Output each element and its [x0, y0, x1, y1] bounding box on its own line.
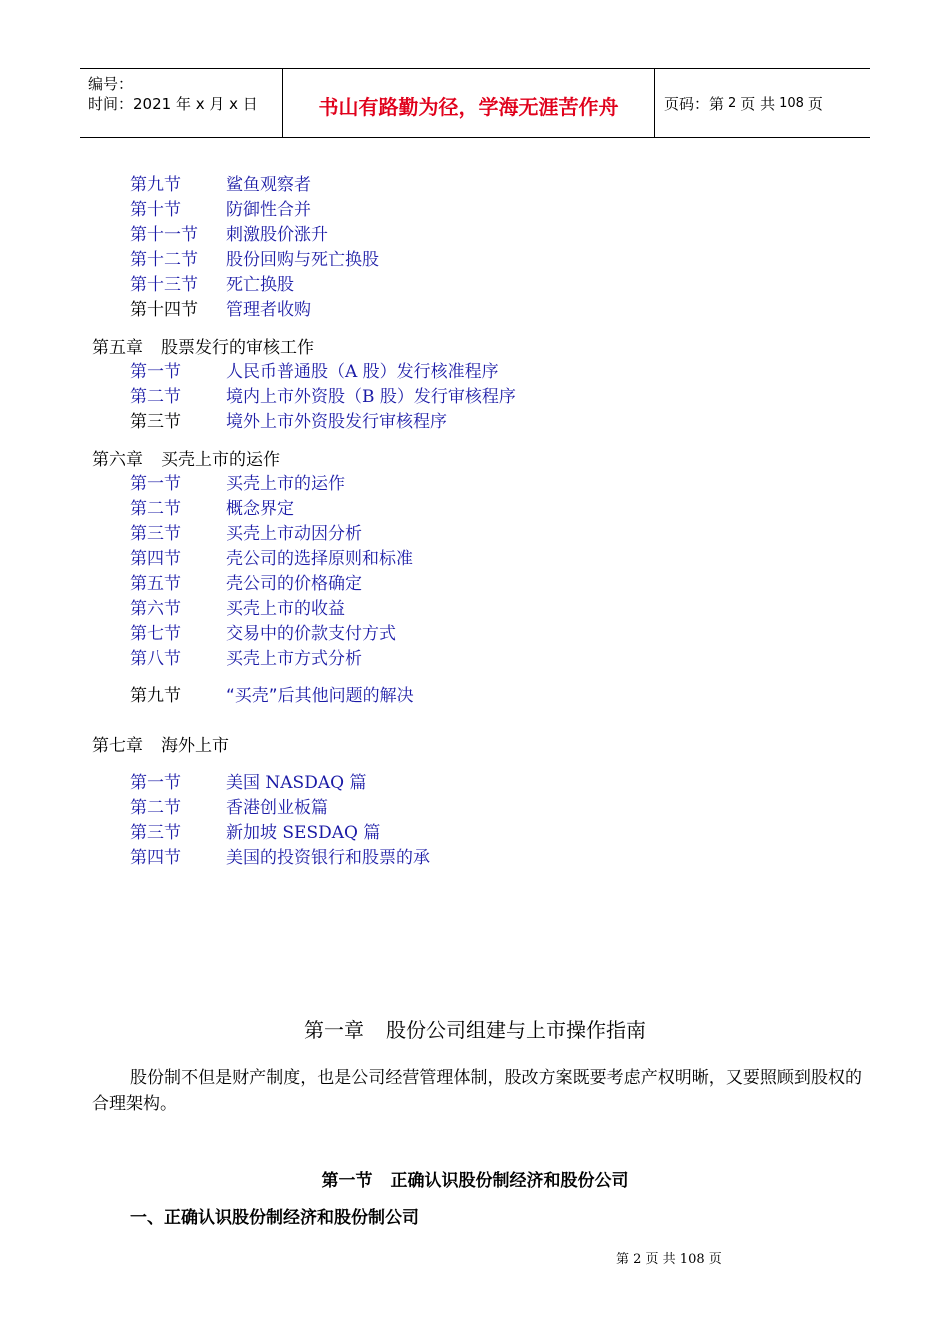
page-header	[80, 68, 870, 138]
toc-section-title: 防御性合并	[226, 200, 311, 220]
chapter-title: 买壳上市的运作	[161, 450, 280, 470]
section-heading-num: 第一节	[321, 1171, 373, 1191]
toc-section-num: 第十节	[130, 200, 181, 220]
toc-section-num: 第三节	[130, 524, 181, 544]
time-label: 时间：2021 年 x 月 x 日	[88, 95, 258, 113]
toc-section-title: 概念界定	[226, 499, 294, 519]
number-label: 编号：	[88, 75, 134, 93]
toc-chapter-heading	[92, 333, 314, 358]
toc-section-title: 交易中的价款支付方式	[226, 624, 396, 644]
toc-section-title: 死亡换股	[226, 275, 294, 295]
chapter-heading-title: 股份公司组建与上市操作指南	[386, 1018, 646, 1042]
toc-section-title: 刺激股价涨升	[226, 225, 328, 245]
chapter-heading-num: 第一章	[304, 1018, 364, 1042]
toc-section-num: 第十三节	[130, 275, 198, 295]
page-total: 108	[779, 95, 804, 111]
chapter-num: 第七章	[92, 736, 143, 756]
toc-section-num: 第八节	[130, 649, 181, 669]
toc-section-title: 壳公司的选择原则和标准	[226, 549, 413, 569]
toc-section-title: 买壳上市的运作	[226, 474, 345, 494]
toc-section-num: 第十四节	[130, 300, 198, 320]
header-page-info	[664, 69, 823, 137]
chapter-num: 第五章	[92, 338, 143, 358]
toc-section-title: 美国 NASDAQ 篇	[226, 773, 367, 793]
toc-section-num: 第九节	[130, 686, 181, 706]
toc-section-num: 第六节	[130, 599, 181, 619]
toc-section-title: 买壳上市的收益	[226, 599, 345, 619]
toc-section-num: 第二节	[130, 798, 181, 818]
toc-section-num: 第七节	[130, 624, 181, 644]
page-number: 2	[728, 95, 737, 111]
toc-section-title: 股份回购与死亡换股	[226, 250, 379, 270]
intro-paragraph: 股份制不但是财产制度，也是公司经营管理体制，股改方案既要考虑产权明晰，又要照顾到股权的合理架构。	[92, 1068, 862, 1114]
toc-section-num: 第四节	[130, 848, 181, 868]
toc-section-title: 壳公司的价格确定	[226, 574, 362, 594]
page-footer: 第 2 页 共 108 页	[616, 1252, 722, 1267]
header-meta	[80, 69, 283, 137]
page-prefix: 页码：第	[664, 94, 725, 113]
toc-section-title: 香港创业板篇	[226, 798, 328, 818]
toc-section-title: 人民币普通股（A 股）发行核准程序	[226, 362, 499, 382]
toc-section-title: “买壳”后其他问题的解决	[226, 686, 414, 706]
section-heading	[0, 1166, 950, 1191]
toc-section-num: 第四节	[130, 549, 181, 569]
toc-section-num: 第二节	[130, 387, 181, 407]
header-motto: 书山有路勤为径，学海无涯苦作舟	[283, 69, 655, 137]
toc-section-title: 买壳上市方式分析	[226, 649, 362, 669]
toc-section-num: 第五节	[130, 574, 181, 594]
toc-section-num: 第一节	[130, 362, 181, 382]
chapter-heading	[0, 1014, 950, 1043]
toc-section-title: 境外上市外资股发行审核程序	[226, 412, 447, 432]
toc-section-num: 第三节	[130, 823, 181, 843]
subsection-heading: 一、正确认识股份制经济和股份制公司	[130, 1208, 419, 1228]
page-suffix: 页	[807, 94, 823, 113]
toc-section-num: 第一节	[130, 773, 181, 793]
toc-section-num: 第二节	[130, 499, 181, 519]
chapter-title: 海外上市	[161, 736, 229, 756]
section-heading-title: 正确认识股份制经济和股份公司	[390, 1171, 629, 1191]
toc-chapter-heading	[92, 731, 229, 756]
toc-section-num: 第一节	[130, 474, 181, 494]
toc-section-title: 买壳上市动因分析	[226, 524, 362, 544]
page-mid: 页 共	[740, 94, 776, 113]
toc-section-title: 鲨鱼观察者	[226, 175, 311, 195]
chapter-num: 第六章	[92, 450, 143, 470]
toc-section-title: 境内上市外资股（B 股）发行审核程序	[226, 387, 516, 407]
toc-section-title: 新加坡 SESDAQ 篇	[226, 823, 381, 843]
toc-section-num: 第十一节	[130, 225, 198, 245]
chapter-title: 股票发行的审核工作	[161, 338, 314, 358]
toc-section-num: 第九节	[130, 175, 181, 195]
toc-section-title: 美国的投资银行和股票的承	[226, 848, 430, 868]
toc-section-title: 管理者收购	[226, 300, 311, 320]
toc-section-num: 第三节	[130, 412, 181, 432]
toc-chapter-heading	[92, 445, 280, 470]
toc-section-num: 第十二节	[130, 250, 198, 270]
